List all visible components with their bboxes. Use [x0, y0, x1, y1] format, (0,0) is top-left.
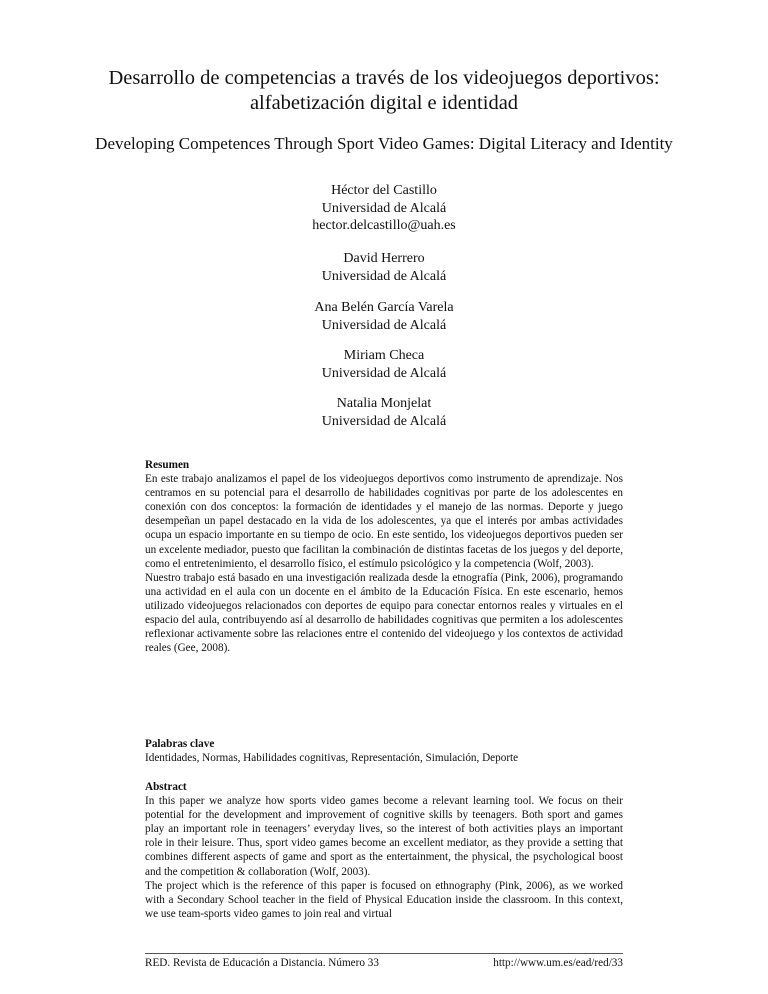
author-email[interactable]: hector.delcastillo@uah.es [312, 218, 456, 233]
author-affiliation: Universidad de Alcalá [321, 365, 447, 381]
abstract-paragraph-1: In this paper we analyze how sports video games become a relevant learning tool. We focus on their potential for the development and improvement of cognitive skills by teenagers. Both sport and games play an important role in teenagers’ everyday lives, so the interest of both activities plays an important role in their leisure. Thus, sport video games become an excellent mediator, as they provide a setting that combines different aspects of game and sport as the entertainment, the physical, the psychological boost and the competition & collaboration (Wolf, 2003). [145, 795, 623, 878]
author-block [200, 395, 568, 430]
keywords-section [145, 737, 623, 765]
author-affiliation: Universidad de Alcalá [321, 268, 447, 284]
abstract-paragraph-2: The project which is the reference of this paper is focused on ethnography (Pink, 2006), as we worked with a Secondary School teacher in the field of Physical Education inside the classroom. In this context, we use team-sports video games to join real and virtual [145, 879, 623, 920]
keywords-heading: Palabras clave [145, 738, 215, 750]
footer-divider [145, 953, 623, 954]
abstract-section [145, 780, 623, 921]
author-affiliation: Universidad de Alcalá [321, 413, 447, 429]
author-affiliation: Universidad de Alcalá [321, 317, 447, 333]
author-name: Miriam Checa [343, 348, 425, 363]
author-affiliation: Universidad de Alcalá [321, 200, 447, 216]
resumen-paragraph-1: En este trabajo analizamos el papel de los videojuegos deportivos como instrumento de aprendizaje. Nos centramos en su potencial para el desarrollo de habilidades cognitivas por parte de los adolescentes en conexión con dos conceptos: la formación de identidades y el manejo de las normas. Deporte y juego desempeñan un papel destacado en la vida de los adolescentes, ya que el interés por ambas actividades ocupa un espacio importante en su tiempo de ocio. En este sentido, los videojuegos deportivos pueden ser un excelente mediador, puesto que facilitan la combinación de distintas facetas de los juegos y del deporte, como el entretenimiento, el desarrollo físico, el estímulo psicológico y la competencia (Wolf, 2003). [145, 473, 623, 570]
page-footer [145, 956, 623, 970]
author-block [200, 250, 568, 285]
author-block [200, 347, 568, 382]
footer-journal: RED. Revista de Educación a Distancia. Número 33 [145, 957, 379, 969]
keywords-text: Identidades, Normas, Habilidades cognitivas, Representación, Simulación, Deporte [145, 752, 519, 765]
author-block [200, 182, 568, 235]
author-block [200, 299, 568, 334]
english-title: Developing Competences Through Sport Video Games: Digital Literacy and Identity [95, 134, 673, 153]
abstract-heading: Abstract [145, 781, 187, 793]
author-name: David Herrero [343, 251, 425, 266]
resumen-heading: Resumen [145, 459, 190, 471]
author-name: Héctor del Castillo [331, 183, 437, 198]
author-name: Ana Belén García Varela [314, 300, 454, 315]
resumen-section [145, 458, 623, 655]
author-name: Natalia Monjelat [336, 396, 432, 411]
spanish-title: Desarrollo de competencias a través de los videojuegos deportivos: alfabetización digital e identidad [108, 67, 660, 114]
footer-url[interactable]: http://www.um.es/ead/red/33 [493, 957, 623, 969]
resumen-paragraph-2: Nuestro trabajo está basado en una investigación realizada desde la etnografía (Pink, 2006), programando una actividad en el aula con un docente en el ámbito de la Educación Física. En este escenario, hemos utilizado videojuegos relacionados con deportes de equipo para conectar entornos reales y virtuales en el espacio del aula, contribuyendo así al desarrollo de habilidades cognitivas que permiten a los adolescentes reflexionar activamente sobre las relaciones entre el contenido del videojuego y los contextos de actividad reales (Gee, 2008). [145, 571, 623, 655]
